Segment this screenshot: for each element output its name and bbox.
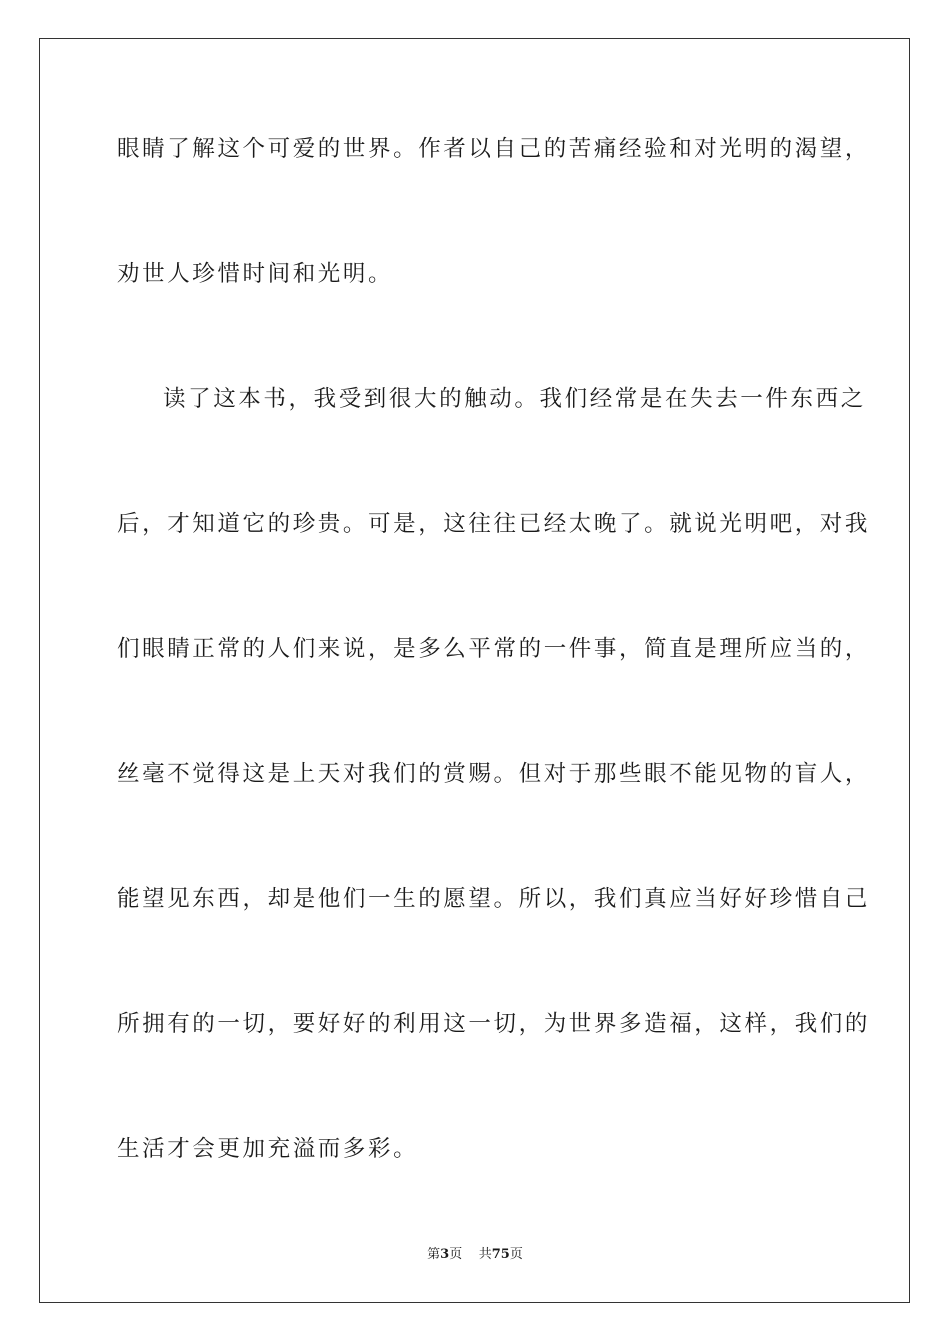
page-footer: [0, 1246, 950, 1264]
text-line: 能望见东西，却是他们一生的愿望。所以，我们真应当好好珍惜自己: [117, 886, 871, 912]
text-line: 丝毫不觉得这是上天对我们的赏赐。但对于那些眼不能见物的盲人，: [117, 761, 871, 787]
text-line: 所拥有的一切，要好好的利用这一切，为世界多造福，这样，我们的: [117, 1011, 871, 1037]
total-prefix: 共: [478, 1247, 492, 1262]
text-line: 后，才知道它的珍贵。可是，这往往已经太晚了。就说光明吧，对我: [117, 511, 871, 537]
paragraph-first-line: 读了这本书，我受到很大的触动。我们经常是在失去一件东西之: [163, 386, 866, 412]
page-number: 3: [440, 1247, 450, 1262]
page-suffix: 页: [449, 1247, 463, 1262]
text-line: 们眼睛正常的人们来说，是多么平常的一件事，简直是理所应当的，: [117, 636, 871, 662]
total-suffix: 页: [509, 1247, 523, 1262]
page-prefix: 第: [427, 1247, 441, 1262]
total-pages: 75: [491, 1247, 510, 1262]
page-border: [39, 38, 910, 1303]
text-line: 劝世人珍惜时间和光明。: [117, 261, 394, 287]
text-line: 眼睛了解这个可爱的世界。作者以自己的苦痛经验和对光明的渴望，: [117, 136, 871, 162]
text-line: 生活才会更加充溢而多彩。: [117, 1136, 419, 1162]
